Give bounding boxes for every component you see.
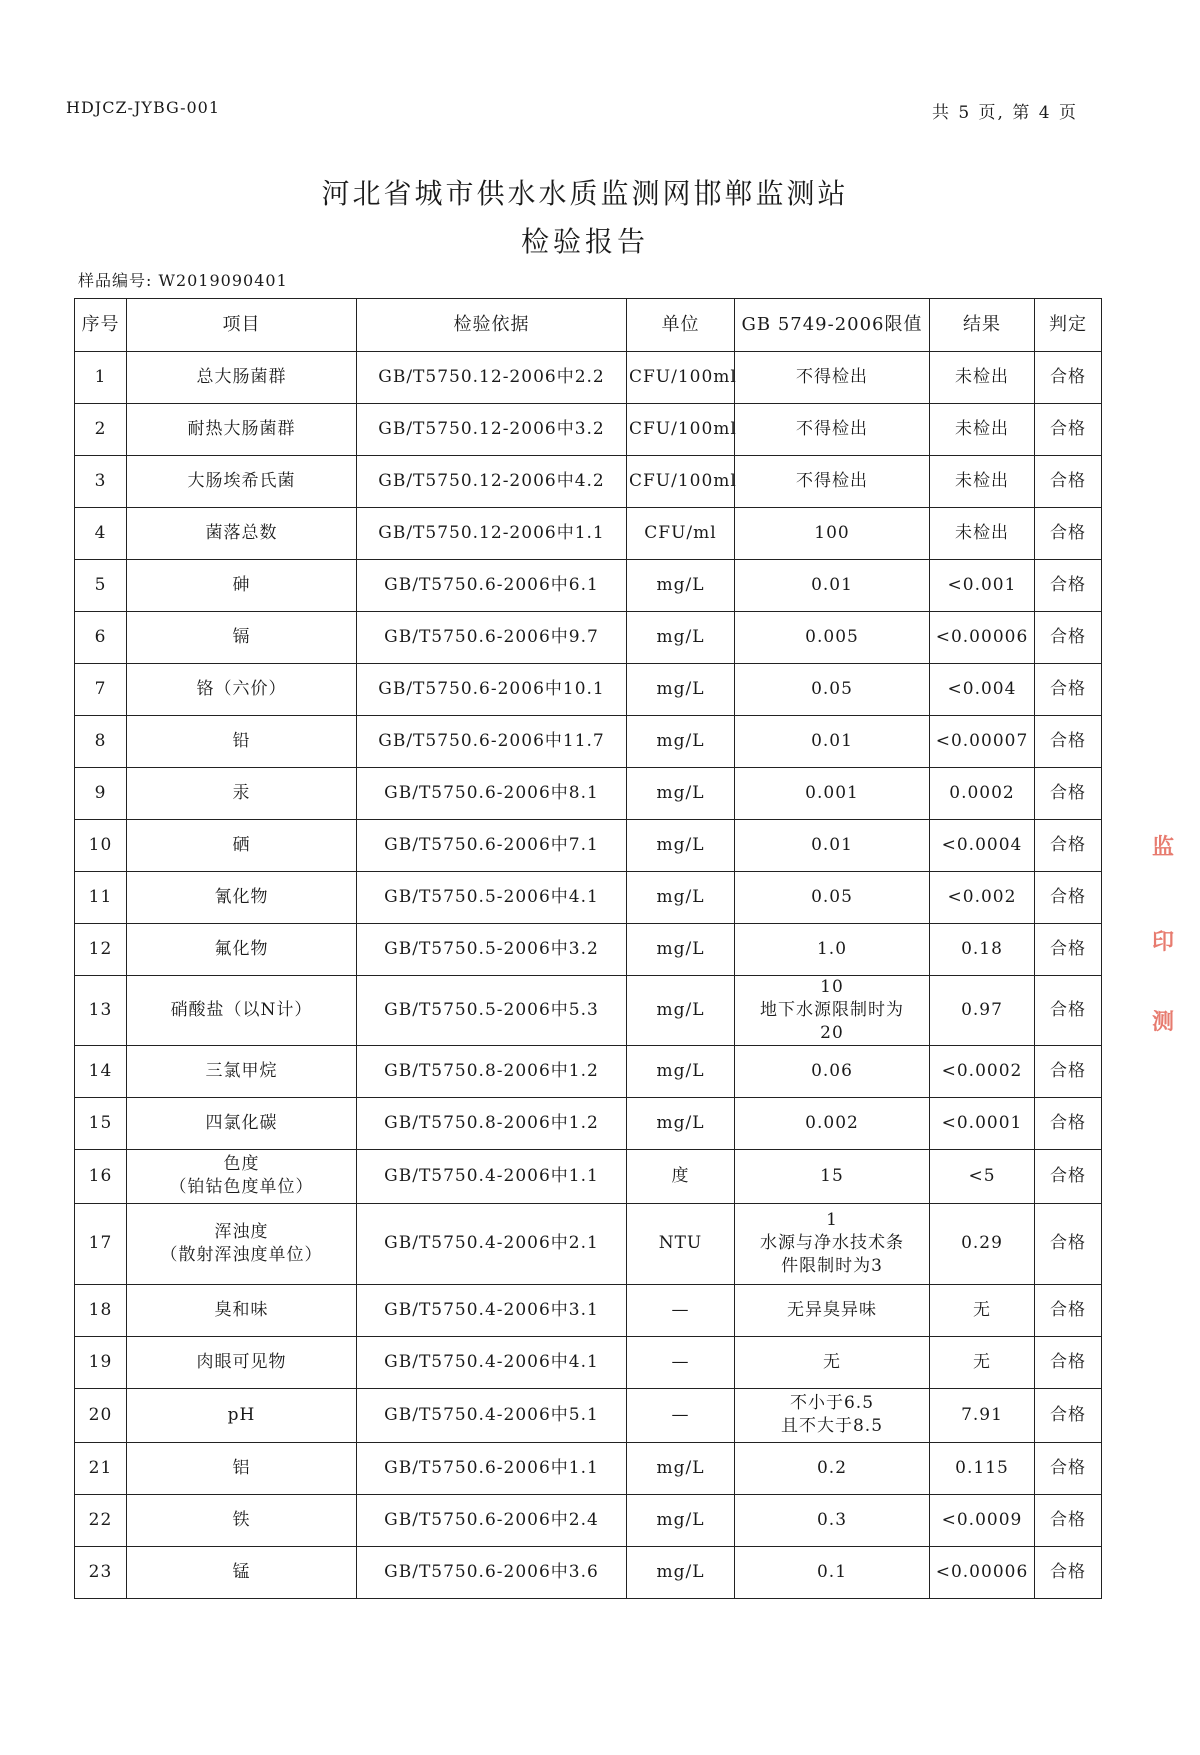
- cell-item: 锰: [127, 1546, 357, 1598]
- cell-unit: mg/L: [627, 716, 735, 768]
- cell-no: 12: [75, 924, 127, 976]
- cell-verdict: 合格: [1035, 1494, 1102, 1546]
- cell-item: 铝: [127, 1442, 357, 1494]
- cell-item: 镉: [127, 612, 357, 664]
- cell-unit: mg/L: [627, 1442, 735, 1494]
- cell-limit-line: 不得检出: [796, 367, 868, 388]
- table-row: [75, 664, 1102, 716]
- cell-verdict: 合格: [1035, 456, 1102, 508]
- cell-item: 氰化物: [127, 872, 357, 924]
- cell-limit: [735, 508, 930, 560]
- table-row: [75, 352, 1102, 404]
- cell-limit: [735, 1284, 930, 1336]
- cell-unit: —: [627, 1284, 735, 1336]
- cell-no: 21: [75, 1442, 127, 1494]
- cell-limit: [735, 820, 930, 872]
- cell-item-line: 浑浊度: [214, 1221, 269, 1242]
- cell-item: 臭和味: [127, 1284, 357, 1336]
- cell-limit-line: 0.001: [805, 783, 859, 804]
- cell-limit-line: 无异臭异味: [787, 1299, 877, 1320]
- cell-limit-line: 0.01: [811, 575, 853, 596]
- cell-verdict: 合格: [1035, 872, 1102, 924]
- table-header-row: [75, 299, 1102, 352]
- cell-verdict: 合格: [1035, 716, 1102, 768]
- header-verdict: 判定: [1035, 299, 1102, 352]
- cell-verdict: 合格: [1035, 612, 1102, 664]
- cell-result: <0.002: [930, 872, 1035, 924]
- cell-no: 9: [75, 768, 127, 820]
- cell-result: <0.004: [930, 664, 1035, 716]
- cell-no: 22: [75, 1494, 127, 1546]
- cell-limit-line: 100: [814, 523, 850, 544]
- cell-basis: GB/T5750.4-2006中2.1: [357, 1203, 627, 1284]
- cell-unit: mg/L: [627, 976, 735, 1046]
- cell-result: 未检出: [930, 352, 1035, 404]
- cell-limit: [735, 768, 930, 820]
- cell-item: 铬（六价）: [127, 664, 357, 716]
- cell-no: 17: [75, 1203, 127, 1284]
- header-item: 项目: [127, 299, 357, 352]
- cell-item: 汞: [127, 768, 357, 820]
- cell-limit: [735, 1097, 930, 1149]
- cell-unit: mg/L: [627, 820, 735, 872]
- cell-no: 2: [75, 404, 127, 456]
- table-row: [75, 1336, 1102, 1388]
- cell-limit-line: 0.005: [805, 627, 859, 648]
- cell-verdict: 合格: [1035, 1097, 1102, 1149]
- cell-limit: [735, 612, 930, 664]
- cell-limit-line: 不小于6.5: [789, 1393, 875, 1414]
- cell-result: <0.00006: [930, 1546, 1035, 1598]
- cell-unit: mg/L: [627, 768, 735, 820]
- cell-unit: mg/L: [627, 612, 735, 664]
- cell-item: 铅: [127, 716, 357, 768]
- cell-verdict: 合格: [1035, 1388, 1102, 1442]
- sample-number-label: 样品编号:: [78, 271, 153, 290]
- cell-basis: GB/T5750.6-2006中9.7: [357, 612, 627, 664]
- cell-item: 肉眼可见物: [127, 1336, 357, 1388]
- sample-number: [78, 268, 288, 291]
- cell-item: 四氯化碳: [127, 1097, 357, 1149]
- page-indicator: 共 5 页, 第 4 页: [931, 103, 1078, 123]
- cell-limit: [735, 664, 930, 716]
- cell-limit-line: 0.3: [816, 1509, 848, 1530]
- cell-basis: GB/T5750.6-2006中8.1: [357, 768, 627, 820]
- table-row: [75, 820, 1102, 872]
- cell-limit-line: 0.05: [811, 679, 853, 700]
- cell-no: 4: [75, 508, 127, 560]
- cell-limit: [735, 560, 930, 612]
- stamp-fragment: 测: [1152, 1009, 1175, 1035]
- cell-item-line: （散射浑浊度单位）: [160, 1244, 323, 1265]
- cell-basis: GB/T5750.6-2006中7.1: [357, 820, 627, 872]
- cell-limit-line: 1.0: [816, 939, 848, 960]
- table-row: [75, 404, 1102, 456]
- cell-no: 3: [75, 456, 127, 508]
- cell-item: 三氯甲烷: [127, 1045, 357, 1097]
- cell-limit-line: 15: [820, 1165, 844, 1186]
- cell-basis: GB/T5750.12-2006中3.2: [357, 404, 627, 456]
- cell-result: <0.00006: [930, 612, 1035, 664]
- table-row: [75, 768, 1102, 820]
- cell-item: [127, 1203, 357, 1284]
- cell-basis: GB/T5750.5-2006中4.1: [357, 872, 627, 924]
- cell-no: 8: [75, 716, 127, 768]
- cell-verdict: 合格: [1035, 1336, 1102, 1388]
- cell-limit-line: 0.01: [811, 731, 853, 752]
- table-row: [75, 1546, 1102, 1598]
- table-row: [75, 560, 1102, 612]
- cell-basis: GB/T5750.6-2006中11.7: [357, 716, 627, 768]
- cell-unit: —: [627, 1388, 735, 1442]
- table-row: [75, 1388, 1102, 1442]
- cell-no: 14: [75, 1045, 127, 1097]
- cell-no: 10: [75, 820, 127, 872]
- cell-limit: [735, 1336, 930, 1388]
- cell-basis: GB/T5750.6-2006中6.1: [357, 560, 627, 612]
- cell-limit-line: 地下水源限制时为: [760, 999, 904, 1020]
- cell-basis: GB/T5750.6-2006中10.1: [357, 664, 627, 716]
- cell-basis: GB/T5750.12-2006中4.2: [357, 456, 627, 508]
- cell-limit: [735, 456, 930, 508]
- cell-limit: [735, 716, 930, 768]
- cell-limit-line: 水源与净水技术条: [760, 1233, 904, 1254]
- cell-limit-line: 不得检出: [796, 471, 868, 492]
- cell-basis: GB/T5750.4-2006中5.1: [357, 1388, 627, 1442]
- cell-basis: GB/T5750.6-2006中2.4: [357, 1494, 627, 1546]
- cell-limit: [735, 1442, 930, 1494]
- red-seal-stamp: [1140, 830, 1200, 1060]
- cell-no: 11: [75, 872, 127, 924]
- cell-limit-line: 不得检出: [796, 419, 868, 440]
- cell-limit: [735, 1045, 930, 1097]
- cell-limit-line: 20: [820, 1022, 844, 1043]
- cell-limit-line: 0.05: [811, 887, 853, 908]
- cell-unit: CFU/100ml: [627, 352, 735, 404]
- cell-item: 砷: [127, 560, 357, 612]
- cell-limit: [735, 976, 930, 1046]
- cell-item: 氟化物: [127, 924, 357, 976]
- table-row: [75, 976, 1102, 1046]
- cell-verdict: 合格: [1035, 768, 1102, 820]
- cell-limit: [735, 924, 930, 976]
- document-id: HDJCZ-JYBG-001: [66, 98, 221, 117]
- cell-unit: CFU/100ml: [627, 404, 735, 456]
- cell-no: 5: [75, 560, 127, 612]
- cell-unit: mg/L: [627, 1097, 735, 1149]
- cell-no: 16: [75, 1149, 127, 1203]
- cell-limit-line: 无: [823, 1351, 841, 1372]
- cell-basis: GB/T5750.4-2006中3.1: [357, 1284, 627, 1336]
- cell-result: <0.001: [930, 560, 1035, 612]
- cell-verdict: 合格: [1035, 1284, 1102, 1336]
- table-row: [75, 1284, 1102, 1336]
- table-row: [75, 456, 1102, 508]
- header-no: 序号: [75, 299, 127, 352]
- cell-no: 1: [75, 352, 127, 404]
- cell-no: 19: [75, 1336, 127, 1388]
- table-row: [75, 1494, 1102, 1546]
- cell-no: 18: [75, 1284, 127, 1336]
- cell-item: 硝酸盐（以N计）: [127, 976, 357, 1046]
- table-body: [75, 352, 1102, 1599]
- cell-basis: GB/T5750.4-2006中4.1: [357, 1336, 627, 1388]
- cell-result: <0.0004: [930, 820, 1035, 872]
- cell-result: 未检出: [930, 404, 1035, 456]
- cell-unit: NTU: [627, 1203, 735, 1284]
- cell-verdict: 合格: [1035, 352, 1102, 404]
- cell-result: 无: [930, 1336, 1035, 1388]
- cell-limit: [735, 404, 930, 456]
- cell-limit: [735, 1546, 930, 1598]
- cell-no: 13: [75, 976, 127, 1046]
- cell-item: [127, 1149, 357, 1203]
- cell-limit-line: 0.06: [811, 1060, 853, 1081]
- cell-item: 大肠埃希氏菌: [127, 456, 357, 508]
- cell-item-line: （铂钴色度单位）: [169, 1177, 314, 1198]
- cell-no: 15: [75, 1097, 127, 1149]
- cell-item: 铁: [127, 1494, 357, 1546]
- table-row: [75, 508, 1102, 560]
- cell-item: 菌落总数: [127, 508, 357, 560]
- cell-unit: mg/L: [627, 872, 735, 924]
- header-result: 结果: [930, 299, 1035, 352]
- header-basis: 检验依据: [357, 299, 627, 352]
- cell-limit: [735, 1149, 930, 1203]
- cell-unit: mg/L: [627, 1045, 735, 1097]
- cell-limit: [735, 1494, 930, 1546]
- cell-verdict: 合格: [1035, 1045, 1102, 1097]
- table-row: [75, 924, 1102, 976]
- cell-verdict: 合格: [1035, 508, 1102, 560]
- cell-verdict: 合格: [1035, 924, 1102, 976]
- cell-verdict: 合格: [1035, 1203, 1102, 1284]
- cell-result: <0.00007: [930, 716, 1035, 768]
- cell-unit: CFU/ml: [627, 508, 735, 560]
- table-row: [75, 716, 1102, 768]
- cell-unit: mg/L: [627, 924, 735, 976]
- cell-limit-line: 1: [826, 1210, 838, 1231]
- cell-result: 无: [930, 1284, 1035, 1336]
- cell-limit: [735, 872, 930, 924]
- sample-number-value: W2019090401: [158, 271, 288, 290]
- cell-limit-line: 且不大于8.5: [780, 1416, 884, 1437]
- cell-basis: GB/T5750.8-2006中1.2: [357, 1045, 627, 1097]
- table-row: [75, 1097, 1102, 1149]
- cell-verdict: 合格: [1035, 560, 1102, 612]
- cell-verdict: 合格: [1035, 976, 1102, 1046]
- cell-basis: GB/T5750.12-2006中2.2: [357, 352, 627, 404]
- cell-basis: GB/T5750.6-2006中1.1: [357, 1442, 627, 1494]
- cell-unit: mg/L: [627, 560, 735, 612]
- cell-verdict: 合格: [1035, 1442, 1102, 1494]
- table-row: [75, 612, 1102, 664]
- cell-no: 6: [75, 612, 127, 664]
- stamp-fragment: 监: [1152, 834, 1175, 860]
- cell-result: <0.0009: [930, 1494, 1035, 1546]
- cell-no: 23: [75, 1546, 127, 1598]
- cell-limit: [735, 1203, 930, 1284]
- cell-result: <5: [930, 1149, 1035, 1203]
- cell-result: 0.29: [930, 1203, 1035, 1284]
- cell-basis: GB/T5750.8-2006中1.2: [357, 1097, 627, 1149]
- cell-item-line: 色度: [223, 1154, 260, 1175]
- cell-verdict: 合格: [1035, 1546, 1102, 1598]
- cell-result: 0.97: [930, 976, 1035, 1046]
- cell-verdict: 合格: [1035, 664, 1102, 716]
- cell-unit: mg/L: [627, 664, 735, 716]
- cell-result: 0.115: [930, 1442, 1035, 1494]
- table-row: [75, 1442, 1102, 1494]
- cell-basis: GB/T5750.12-2006中1.1: [357, 508, 627, 560]
- cell-limit: [735, 352, 930, 404]
- cell-no: 20: [75, 1388, 127, 1442]
- cell-result: <0.0002: [930, 1045, 1035, 1097]
- cell-limit-line: 0.01: [811, 835, 853, 856]
- cell-result: 未检出: [930, 508, 1035, 560]
- table-row: [75, 1045, 1102, 1097]
- table-row: [75, 1149, 1102, 1203]
- cell-result: 0.18: [930, 924, 1035, 976]
- cell-limit-line: 0.1: [816, 1561, 848, 1582]
- cell-limit-line: 件限制时为3: [781, 1256, 883, 1277]
- cell-verdict: 合格: [1035, 1149, 1102, 1203]
- cell-unit: 度: [627, 1149, 735, 1203]
- table-row: [75, 872, 1102, 924]
- cell-verdict: 合格: [1035, 404, 1102, 456]
- stamp-fragment: 印: [1152, 929, 1175, 955]
- inspection-table: [74, 298, 1102, 1599]
- cell-limit: [735, 1388, 930, 1442]
- cell-no: 7: [75, 664, 127, 716]
- cell-result: 0.0002: [930, 768, 1035, 820]
- header-unit: 单位: [627, 299, 735, 352]
- report-subtitle: 检验报告: [520, 225, 649, 258]
- cell-unit: CFU/100ml: [627, 456, 735, 508]
- report-title: 河北省城市供水水质监测网邯郸监测站: [321, 177, 849, 210]
- cell-item: 耐热大肠菌群: [127, 404, 357, 456]
- header-limit: GB 5749-2006限值: [735, 299, 930, 352]
- cell-limit-line: 10: [820, 977, 844, 997]
- table-row: [75, 1203, 1102, 1284]
- cell-unit: mg/L: [627, 1546, 735, 1598]
- cell-item: 总大肠菌群: [127, 352, 357, 404]
- cell-unit: mg/L: [627, 1494, 735, 1546]
- cell-item: 硒: [127, 820, 357, 872]
- cell-basis: GB/T5750.6-2006中3.6: [357, 1546, 627, 1598]
- cell-unit: —: [627, 1336, 735, 1388]
- cell-result: <0.0001: [930, 1097, 1035, 1149]
- cell-basis: GB/T5750.4-2006中1.1: [357, 1149, 627, 1203]
- cell-result: 7.91: [930, 1388, 1035, 1442]
- cell-result: 未检出: [930, 456, 1035, 508]
- cell-verdict: 合格: [1035, 820, 1102, 872]
- cell-limit-line: 0.2: [816, 1457, 848, 1478]
- cell-item: pH: [127, 1388, 357, 1442]
- cell-basis: GB/T5750.5-2006中3.2: [357, 924, 627, 976]
- cell-limit-line: 0.002: [805, 1112, 859, 1133]
- cell-basis: GB/T5750.5-2006中5.3: [357, 976, 627, 1046]
